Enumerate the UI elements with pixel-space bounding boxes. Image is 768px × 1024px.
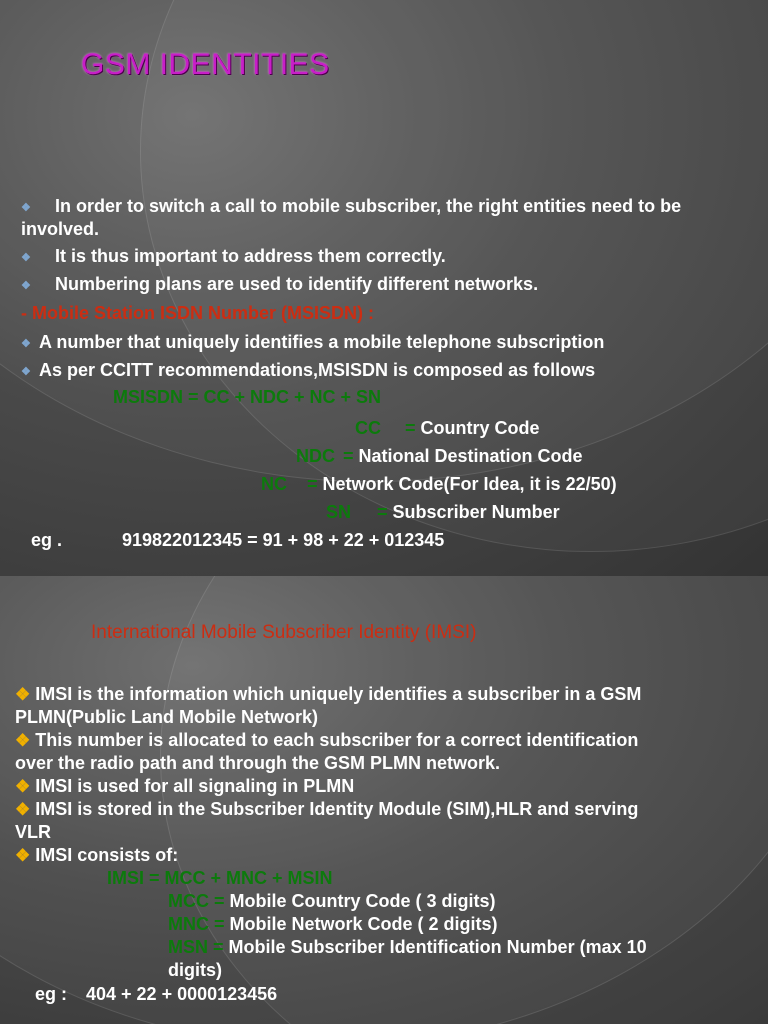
term-row-mcc — [168, 891, 496, 912]
list-item — [21, 196, 681, 217]
slide-imsi — [0, 576, 768, 1024]
term-row-mnc — [168, 914, 498, 935]
bullet-text-continued: PLMN(Public Land Mobile Network) — [15, 707, 319, 727]
term-code: SN — [326, 502, 352, 522]
bullet-text-continued: over the radio path and through the GSM PLMN network. — [15, 753, 501, 773]
example-value: 404 + 22 + 0000123456 — [86, 984, 278, 1004]
diamond-bullet-icon: ❖ — [21, 337, 31, 350]
bullet-text: This number is allocated to each subscriber for a correct identification — [35, 730, 639, 750]
list-item — [21, 360, 595, 381]
term-description: Mobile Country Code ( 3 digits) — [229, 891, 496, 911]
diamond-bullet-icon: ❖ — [15, 800, 31, 819]
term-code: MCC = — [168, 891, 225, 911]
term-row-ndc — [296, 446, 583, 467]
imsi-title: International Mobile Subscriber Identity (IMSI) — [91, 622, 477, 643]
term-code: MSN = — [168, 937, 224, 957]
bullet-text: IMSI is used for all signaling in PLMN — [35, 776, 355, 796]
term-equals: = — [405, 418, 416, 438]
term-row-sn — [326, 502, 560, 523]
bullet-text: A number that uniquely identifies a mobile telephone subscription — [39, 332, 605, 352]
term-description: Subscriber Number — [392, 502, 560, 522]
list-item — [21, 332, 604, 353]
msisdn-formula: MSISDN = CC + NDC + NC + SN — [113, 387, 382, 407]
msisdn-heading: - Mobile Station ISDN Number (MSISDN) : — [21, 303, 374, 323]
bullet-text: IMSI is stored in the Subscriber Identity Module (SIM),HLR and serving — [35, 799, 639, 819]
diamond-bullet-icon: ❖ — [21, 365, 31, 378]
list-item — [21, 274, 538, 295]
list-item — [15, 684, 641, 705]
diamond-bullet-icon: ❖ — [21, 279, 31, 292]
bullet-text-continued: involved. — [21, 219, 100, 239]
bullet-text: As per CCITT recommendations,MSISDN is composed as follows — [39, 360, 596, 380]
imsi-formula: IMSI = MCC + MNC + MSIN — [107, 868, 333, 888]
term-row-msn — [168, 937, 647, 958]
bullet-text: In order to switch a call to mobile subscriber, the right entities need to be — [55, 196, 682, 216]
term-equals: = — [377, 502, 388, 522]
list-item — [21, 246, 446, 267]
diamond-bullet-icon: ❖ — [15, 731, 31, 750]
example-label: eg : — [35, 984, 68, 1004]
list-item — [15, 776, 354, 797]
term-description: National Destination Code — [358, 446, 583, 466]
term-code: NC — [261, 474, 287, 494]
diamond-bullet-icon: ❖ — [21, 251, 31, 264]
term-equals: = — [343, 446, 354, 466]
diamond-bullet-icon: ❖ — [15, 685, 31, 704]
term-code: MNC = — [168, 914, 225, 934]
bullet-text: IMSI consists of: — [35, 845, 179, 865]
list-item — [15, 730, 638, 751]
term-row-cc — [355, 418, 540, 439]
diamond-bullet-icon: ❖ — [15, 777, 31, 796]
diamond-bullet-icon: ❖ — [15, 846, 31, 865]
diamond-bullet-icon: ❖ — [21, 201, 31, 214]
term-equals: = — [307, 474, 318, 494]
term-description: Network Code(For Idea, it is 22/50) — [322, 474, 617, 494]
bullet-text: Numbering plans are used to identify different networks. — [55, 274, 539, 294]
list-item — [15, 845, 178, 866]
term-description-continued: digits) — [168, 960, 222, 980]
term-description: Mobile Network Code ( 2 digits) — [229, 914, 498, 934]
bullet-text: It is thus important to address them correctly. — [55, 246, 446, 266]
term-description: Mobile Subscriber Identification Number (max 10 — [228, 937, 647, 957]
bullet-text-continued: VLR — [15, 822, 51, 842]
example-value: 919822012345 = 91 + 98 + 22 + 012345 — [122, 530, 445, 550]
example-label: eg . — [31, 530, 63, 550]
term-description: Country Code — [420, 418, 540, 438]
term-code: CC — [355, 418, 381, 438]
list-item — [15, 799, 638, 820]
bullet-text: IMSI is the information which uniquely identifies a subscriber in a GSM — [35, 684, 642, 704]
term-row-nc — [261, 474, 617, 495]
term-code: NDC — [296, 446, 335, 466]
page-title: GSM IDENTITIES — [81, 48, 330, 81]
